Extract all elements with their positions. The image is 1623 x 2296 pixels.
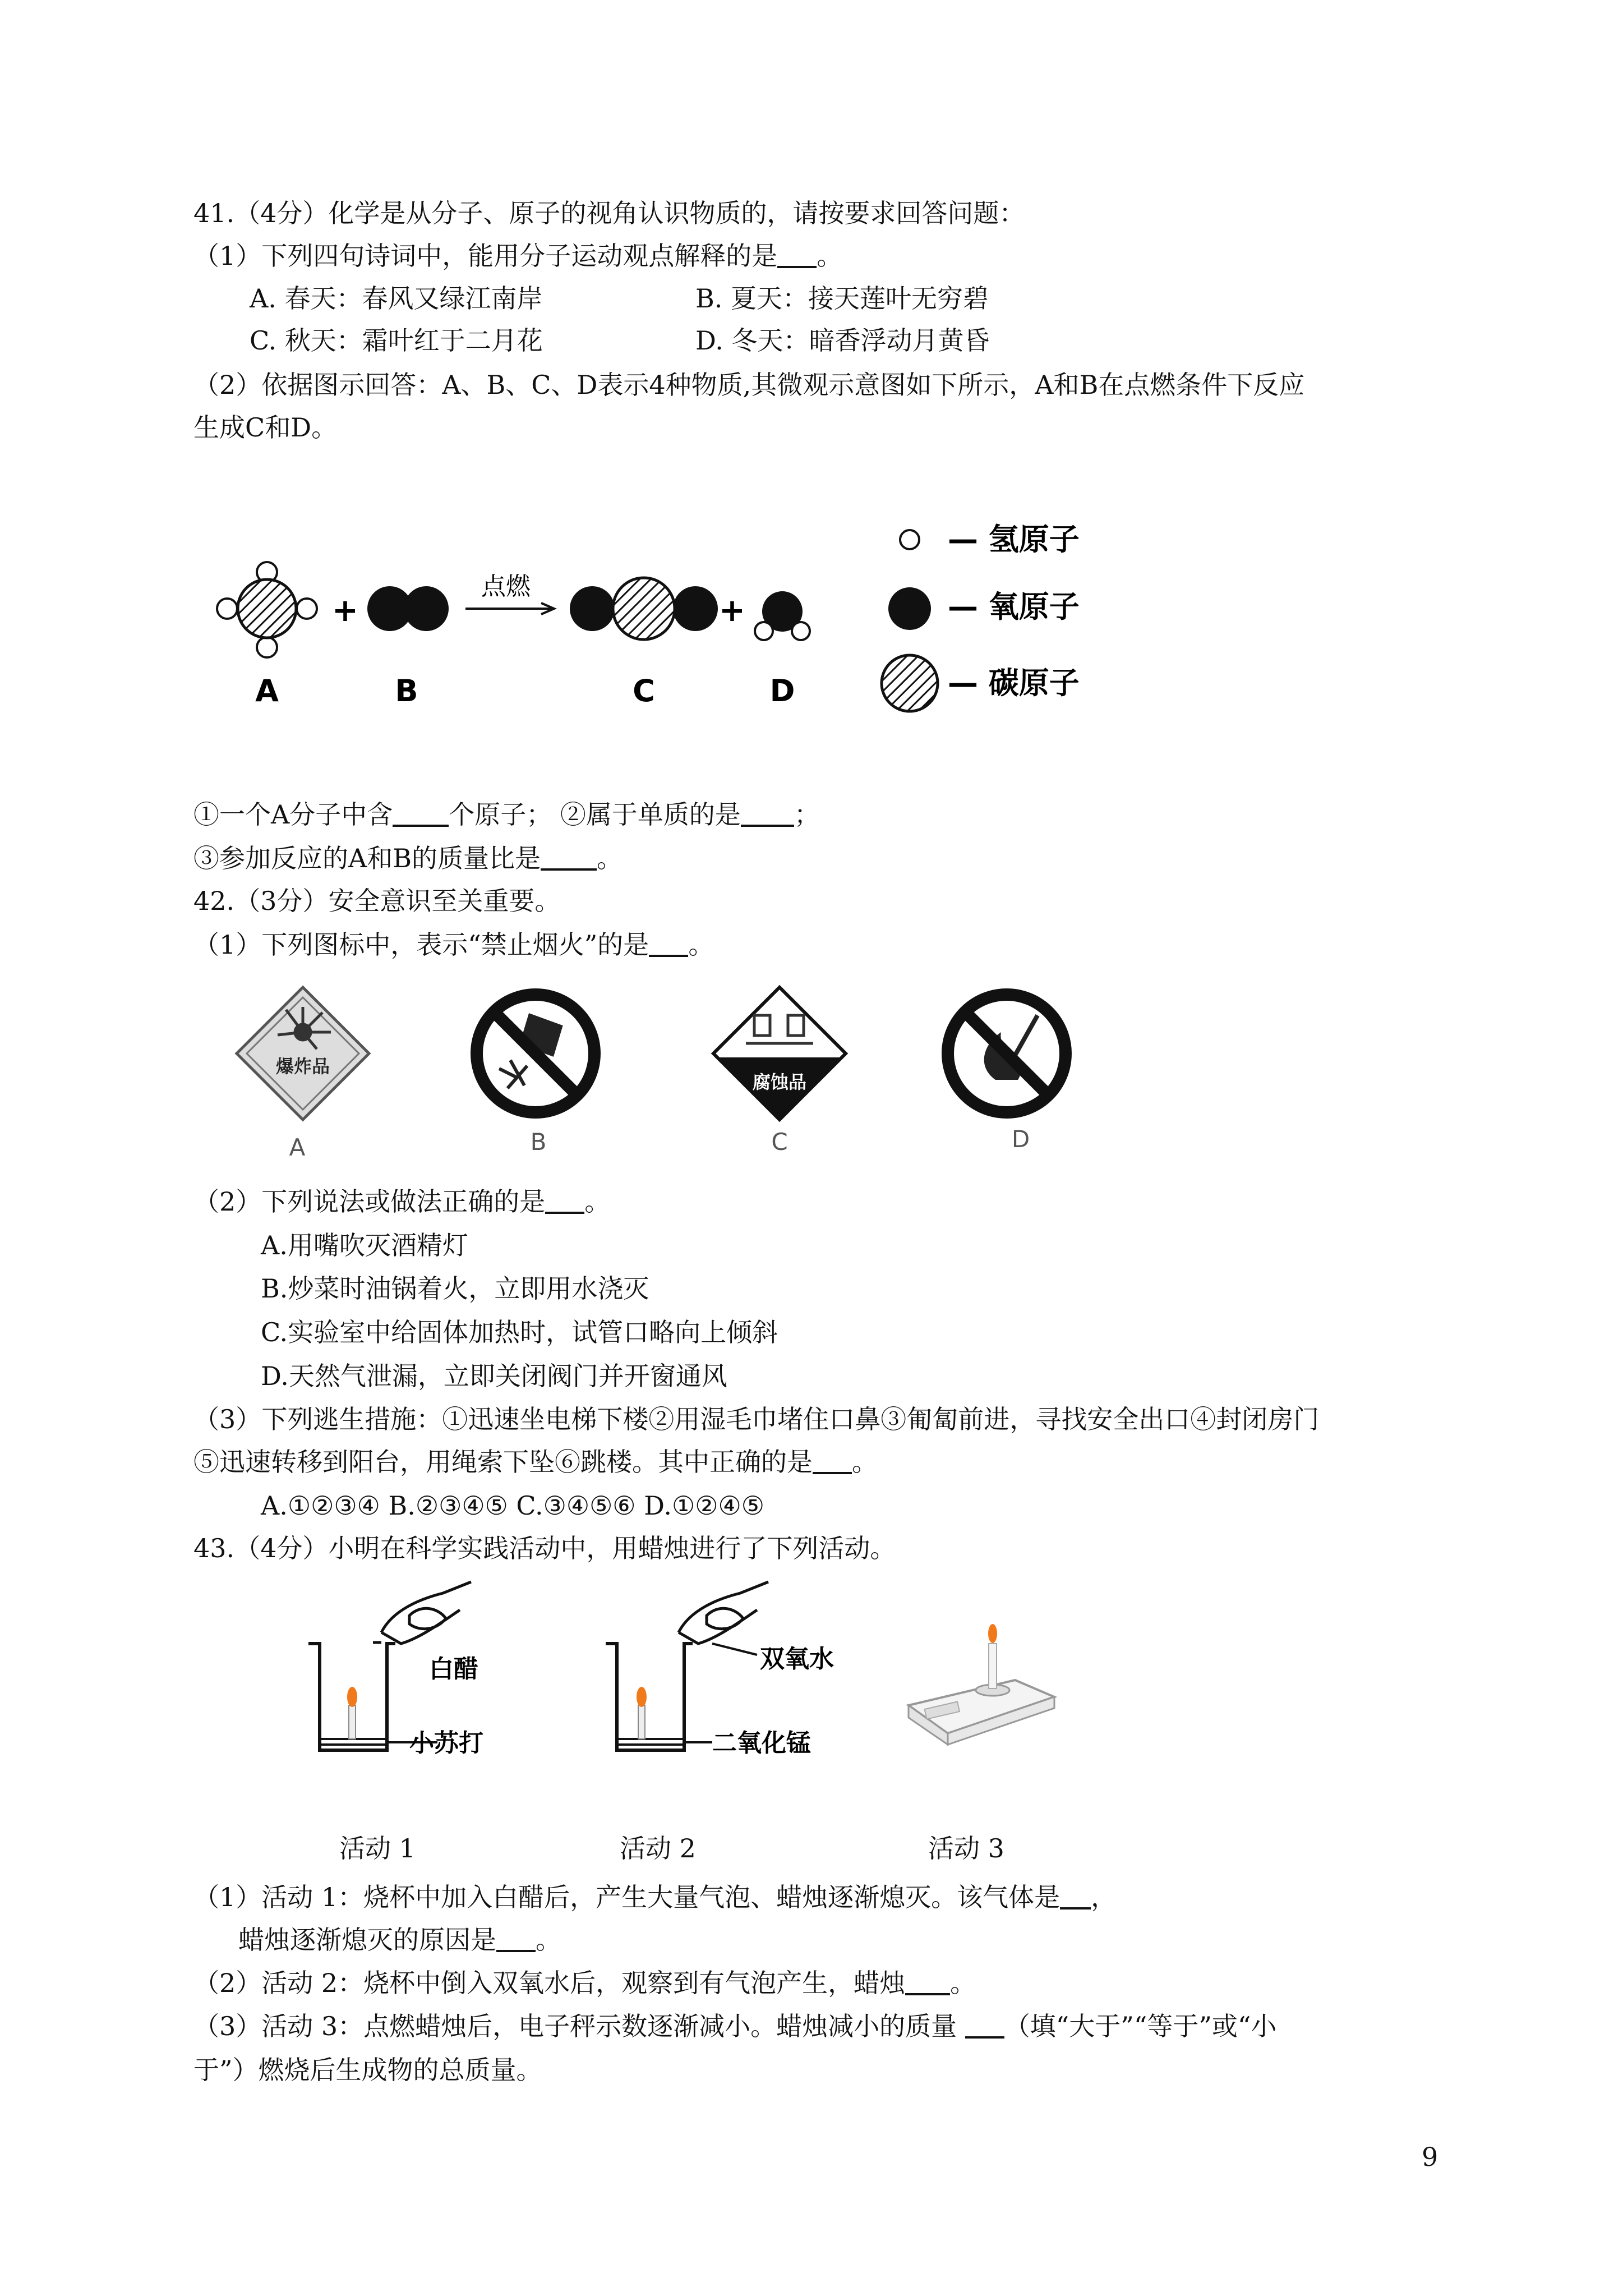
q43-part3-text: （3）活动 3：点燃蜡烛后，电子秤示数逐渐减小。蜡烛减小的质量 [193,2011,965,2041]
activity-1-figure [308,1582,483,1757]
activity-2-figure [606,1582,834,1757]
q43-part3-line2: 于”）燃烧后生成物的总质量。 [193,2055,542,2085]
q42-option-b: B.炒菜时油锅着火，立即用水浇灭 [261,1273,649,1304]
q42-part2 [193,1185,610,1218]
q41-option-c: C. 秋天：霜叶红于二月花 [250,325,543,356]
q41-option-d: D. 冬天：暗香浮动月黄昏 [695,325,990,356]
q41-subquestions-1 [193,798,820,831]
answer-blank[interactable] [1060,1883,1091,1910]
q42-part2-text: （2）下列说法或做法正确的是 [193,1186,546,1217]
candle-icon [637,1687,647,1739]
sign-b-no-fireworks [477,995,594,1112]
q42-part1-text: （1）下列图标中，表示“禁止烟火”的是 [193,930,649,960]
s1-text-b: 个原子； ②属于单质的是 [449,799,741,830]
legend-carbon: — 碳原子 [948,665,1080,701]
sign-c-text: 腐蚀品 [752,1071,807,1093]
answer-blank[interactable] [741,800,794,827]
q41-title: 41.（4分）化学是从分子、原子的视角认识物质的，请按要求回答问题： [193,198,1025,228]
label-b: B [395,673,418,708]
hand-pouring-icon [381,1582,471,1644]
q41-part1 [193,239,842,273]
activity-3-figure [909,1624,1054,1745]
answer-blank[interactable] [965,2012,1004,2039]
caption-activity-2: 活动 2 [620,1833,696,1864]
answer-blank[interactable] [393,800,449,827]
label-manganese-dioxide: 二氧化锰 [712,1729,811,1757]
answer-blank[interactable] [541,844,597,871]
q41-part2-line2: 生成C和D。 [193,412,338,443]
candle-icon [988,1624,997,1688]
q42-part3-end: 。 [852,1447,878,1477]
answer-blank[interactable] [496,1925,536,1952]
candle-icon [347,1687,357,1739]
sign-label-c: C [771,1128,788,1156]
molecule-d [755,591,810,640]
safety-signs [224,976,1122,1167]
electronic-scale-icon [909,1680,1054,1745]
arrow-label: 点燃 [481,572,531,601]
sign-a-explosive [237,987,369,1120]
answer-blank[interactable] [649,930,688,957]
q43-part3-line1 [193,2009,1276,2043]
activity-figures [303,1571,1088,1773]
q43-title: 43.（4分）小明在科学实践活动中，用蜡烛进行了下列活动。 [193,1533,896,1563]
molecule-b [367,586,449,631]
sign-label-b: B [530,1128,547,1156]
q42-part3-options: A.①②③④ B.②③④⑤ C.③④⑤⑥ D.①②④⑤ [261,1490,764,1521]
label-hydrogen-peroxide: 双氧水 [760,1645,834,1673]
q43-part3-text-b: （填“大于”“等于”或“小 [1004,2011,1277,2041]
q43-part1-line2-text: 蜡烛逐渐熄灭的原因是 [238,1925,496,1955]
answer-blank[interactable] [777,241,817,268]
molecule-a [217,562,317,657]
reaction-diagram [202,505,1155,740]
label-c: C [633,673,655,708]
q42-title: 42.（3分）安全意识至关重要。 [193,886,561,916]
q42-part3-text: ⑤迅速转移到阳台，用绳索下坠⑥跳楼。其中正确的是 [193,1447,813,1477]
q42-part1-end: 。 [688,930,714,960]
answer-blank[interactable] [813,1447,852,1474]
q41-part1-text: （1）下列四句诗词中，能用分子运动观点解释的是 [193,241,778,271]
q43-part1-line2 [238,1923,561,1957]
answer-blank[interactable] [905,1968,950,1995]
legend [882,522,1080,711]
s1-text-a: ①一个A分子中含 [193,799,393,830]
q42-part2-end: 。 [584,1186,611,1217]
s3-text-b: 。 [597,843,623,873]
q43-part2 [193,1966,976,2000]
q41-part1-end: 。 [817,241,843,271]
label-d: D [769,673,795,708]
q43-part2-text: （2）活动 2：烧杯中倒入双氧水后，观察到有气泡产生，蜡烛 [193,1968,906,1998]
page-number: 9 [1422,2142,1438,2172]
legend-oxygen: — 氧原子 [948,589,1080,624]
molecule-c [570,578,718,639]
q42-option-d: D.天然气泄漏，立即关闭阀门并开窗通风 [261,1361,727,1391]
s3-text-a: ③参加反应的A和B的质量比是 [193,843,541,873]
caption-activity-1: 活动 1 [339,1833,416,1864]
label-vinegar: 白醋 [429,1655,478,1683]
sign-d-no-fire [948,995,1066,1112]
q43-part1-comma: ， [1091,1882,1117,1912]
q41-option-b: B. 夏天：接天莲叶无穷碧 [695,283,989,314]
answer-blank[interactable] [545,1187,584,1214]
q43-part1-text: （1）活动 1：烧杯中加入白醋后，产生大量气泡、蜡烛逐渐熄灭。该气体是 [193,1882,1061,1912]
q42-part1 [193,928,714,961]
q42-part3-line1: （3）下列逃生措施：①迅速坐电梯下楼②用湿毛巾堵住口鼻③匍匐前进，寻找安全出口④封闭房门 [193,1404,1320,1434]
q41-option-a: A. 春天：春风又绿江南岸 [250,283,543,314]
q43-part1-line1 [193,1880,1117,1914]
q43-part2-end: 。 [950,1968,976,1998]
q41-part2-line1: （2）依据图示回答：A、B、C、D表示4种物质,其微观示意图如下所示，A和B在点燃条件下反应 [193,370,1305,400]
sign-c-corrosive [713,987,846,1120]
sign-label-a: A [289,1134,306,1161]
reaction-arrow [465,603,554,614]
q42-option-a: A.用嘴吹灭酒精灯 [261,1230,468,1260]
plus-sign: + [332,592,358,629]
beaker-icon [606,1644,693,1750]
sign-a-text: 爆炸品 [275,1056,330,1077]
caption-activity-3: 活动 3 [928,1833,1004,1864]
q42-part3-line2 [193,1445,878,1479]
q41-subquestions-3 [193,841,623,875]
q43-part1-line2-end: 。 [536,1925,561,1955]
label-a: A [255,673,279,708]
label-baking-soda: 小苏打 [409,1729,483,1757]
legend-hydrogen: — 氢原子 [948,522,1080,557]
s1-text-c: ； [794,799,820,830]
sign-label-d: D [1011,1125,1030,1153]
q42-option-c: C.实验室中给固体加热时，试管口略向上倾斜 [261,1317,778,1347]
plus-sign: + [719,592,745,629]
hand-pouring-icon [679,1582,768,1644]
